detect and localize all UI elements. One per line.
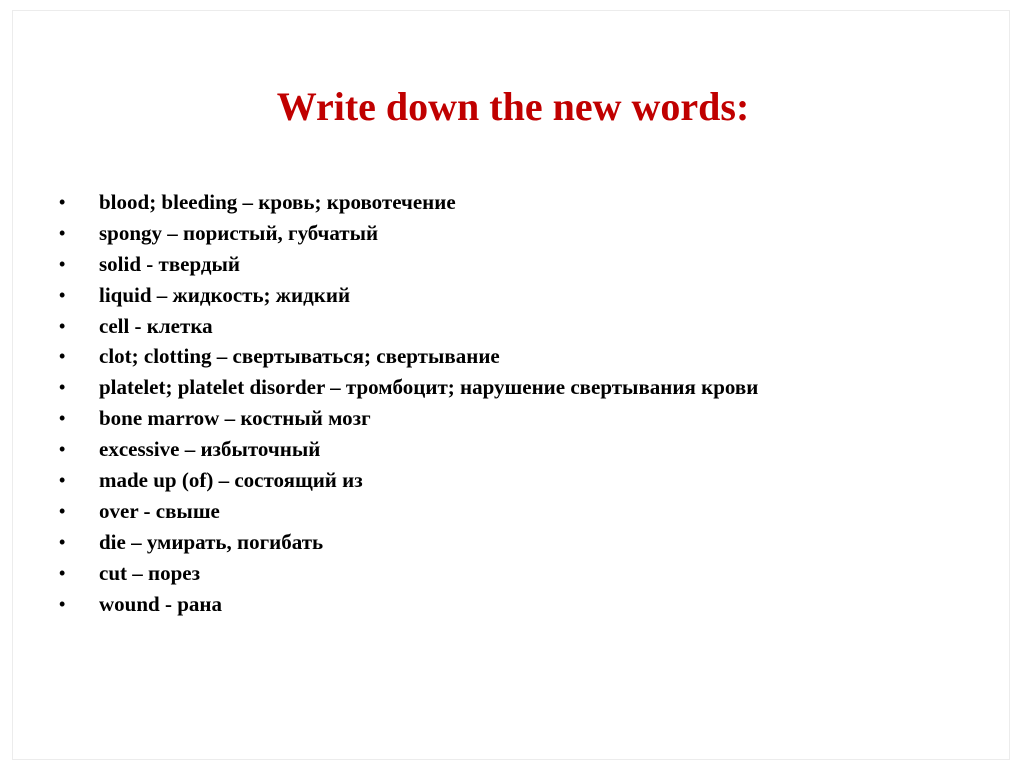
list-item-text: cell - клетка (99, 313, 213, 338)
vocabulary-list (59, 187, 758, 619)
list-item-text: platelet; platelet disorder – тромбоцит; нарушение свертывания крови (99, 375, 759, 400)
list-item-text: over - свыше (99, 498, 220, 523)
bullet-icon: • (59, 439, 66, 460)
list-item (59, 280, 758, 311)
list-item (59, 403, 758, 434)
bullet-icon: • (59, 222, 66, 243)
list-item (59, 527, 758, 558)
list-item-text: clot; clotting – свертываться; свертывание (99, 344, 500, 369)
list-item (59, 218, 758, 249)
list-item (59, 434, 758, 465)
list-item-text: bone marrow – костный мозг (99, 406, 371, 431)
list-item (59, 372, 758, 403)
list-item (59, 311, 758, 342)
bullet-icon: • (59, 315, 66, 336)
list-item-text: made up (of) – состоящий из (99, 468, 363, 493)
list-item (59, 249, 758, 280)
list-item (59, 187, 758, 218)
bullet-icon: • (59, 470, 66, 491)
list-item-text: wound - рана (99, 591, 222, 616)
bullet-icon: • (59, 562, 66, 583)
bullet-icon: • (59, 408, 66, 429)
list-item-text: blood; bleeding – кровь; кровотечение (99, 190, 456, 214)
list-item (59, 341, 758, 372)
list-item (59, 589, 758, 620)
bullet-icon: • (59, 192, 66, 212)
slide-title: Write down the new words: (276, 84, 750, 129)
bullet-icon: • (59, 593, 66, 614)
list-item (59, 496, 758, 527)
list-item (59, 558, 758, 589)
list-item-text: die – умирать, погибать (99, 529, 324, 554)
list-item (59, 465, 758, 496)
bullet-icon: • (59, 377, 66, 398)
bullet-icon: • (59, 531, 66, 552)
bullet-icon: • (59, 284, 66, 305)
list-item-text: cut – порез (99, 560, 201, 585)
list-item-text: solid - твердый (99, 251, 241, 276)
bullet-icon: • (59, 253, 66, 274)
slide (12, 10, 1010, 760)
list-item-text: liquid – жидкость; жидкий (99, 282, 351, 307)
list-item-text: spongy – пористый, губчатый (99, 220, 379, 245)
bullet-icon: • (59, 500, 66, 521)
bullet-icon: • (59, 346, 66, 367)
list-item-text: excessive – избыточный (99, 437, 321, 462)
